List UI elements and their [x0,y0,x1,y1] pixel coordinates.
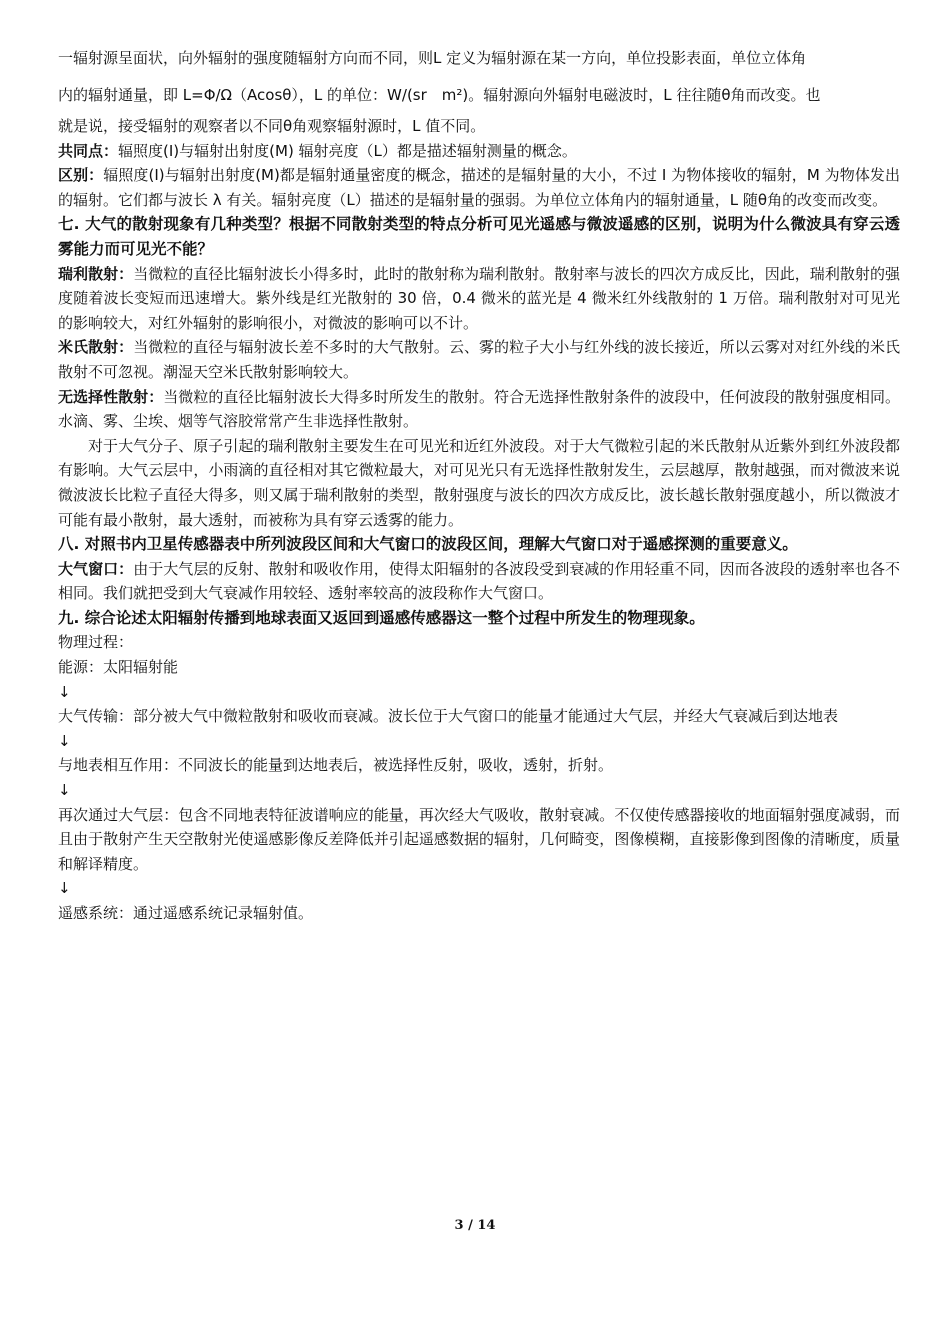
mie-label: 米氏散射： [58,338,134,357]
process-label: 物理过程： [58,633,134,652]
rayleigh-paragraph [58,262,900,336]
document-page [58,40,900,926]
atmospheric-window-text: 由于大气层的反射、散射和吸收作用，使得太阳辐射的各波段受到衰减的作用轻重不同，因而各波段的透射率也各不相同。我们就把受到大气衰减作用较轻、透射率较高的波段称作大气窗口。 [58,559,900,603]
intro-line-3: 就是说，接受辐射的观察者以不同θ角观察辐射源时，L 值不同。 [58,117,486,135]
down-arrow-icon: ↓ [58,879,71,898]
page-number: 3 / 14 [454,1218,496,1233]
question-9-heading: 九. 综合论述太阳辐射传播到地球表面又返回到遥感传感器这一整个过程中所发生的物理现象。 [58,608,705,627]
nonselective-paragraph [58,385,900,434]
intro-line-1: 一辐射源呈面状，向外辐射的强度随辐射方向而不同，则L 定义为辐射源在某一方向，单位投影表面，单位立体角 [58,49,807,67]
down-arrow-icon: ↓ [58,731,71,750]
down-arrow-icon: ↓ [58,781,71,800]
mie-paragraph [58,335,900,384]
atmospheric-window-paragraph [58,557,900,606]
rayleigh-text: 当微粒的直径比辐射波长小得多时，此时的散射称为瑞利散射。散射率与波长的四次方成反比，因此，瑞利散射的强度随着波长变短而迅速增大。紫外线是红光散射的 30 倍，0.4 微米的蓝光是 4 微米红外线散射的 1 万倍。瑞利散射对可见光的影响较大，对红外辐射的影响很小，对微波的影响可以不计。 [58,264,900,332]
process-step: 与地表相互作用：不同波长的能量到达地表后，被选择性反射，吸收，透射，折射。 [58,756,614,775]
question-8-heading: 八. 对照书内卫星传感器表中所列波段区间和大气窗口的波段区间，理解大气窗口对于遥感探测的重要意义。 [58,535,798,554]
common-points-text: 辐照度(I)与辐射出射度(M) 辐射亮度（L）都是描述辐射测量的概念。 [118,141,577,160]
mie-text: 当微粒的直径与辐射波长差不多时的大气散射。云、雾的粒子大小与红外线的波长接近，所以云雾对对红外线的米氏散射不可忽视。潮湿天空米氏散射影响较大。 [58,338,900,381]
scattering-summary-paragraph: 对于大气分子、原子引起的瑞利散射主要发生在可见光和近红外波段。对于大气微粒引起的米氏散射从近紫外到红外波段都有影响。大气云层中，小雨滴的直径相对其它微粒最大，对可见光只有无选择性散射发生，云层越厚，散射越强，而对微波来说微波波长比粒子直径大得多，则又属于瑞利散射的类型，散射强度与波长的四次方成反比，波长越长散射强度越小，所以微波才可能有最小散射，最大透射，而被称为具有穿云透雾的能力。 [58,436,900,529]
process-step: 能源：太阳辐射能 [58,658,179,677]
common-points-label: 共同点： [58,141,119,160]
atmospheric-window-label: 大气窗口： [58,559,134,578]
difference-text: 辐照度(I)与辐射出射度(M)都是辐射通量密度的概念，描述的是辐射量的大小，不过 I 为物体接收的辐射，M 为物体发出的辐射。它们都与波长 λ 有关。辐射亮度（L）描述的是辐射量的强弱。为单位立体角内的辐射通量，L 随θ角的改变而改变。 [58,166,900,209]
intro-line-2: 内的辐射通量，即 L=Φ/Ω（Acosθ），L 的单位：W/(sr m²)。辐射源向外辐射电磁波时，L 往往随θ角而改变。也 [58,86,821,104]
common-points-paragraph [58,139,900,164]
difference-paragraph [58,163,900,212]
difference-label: 区别： [58,166,104,185]
nonselective-label: 无选择性散射： [58,387,164,406]
nonselective-text: 当微粒的直径比辐射波长大得多时所发生的散射。符合无选择性散射条件的波段中，任何波段的散射强度相同。水滴、雾、尘埃、烟等气溶胶常常产生非选择性散射。 [58,387,900,431]
process-step: 大气传输：部分被大气中微粒散射和吸收而衰减。波长位于大气窗口的能量才能通过大气层，并经大气衰减后到达地表 [58,707,839,726]
process-step: 遥感系统：通过遥感系统记录辐射值。 [58,904,314,922]
down-arrow-icon: ↓ [58,682,71,701]
process-step: 再次通过大气层：包含不同地表特征波谱响应的能量，再次经大气吸收，散射衰减。不仅使传感器接收的地面辐射强度减弱，而且由于散射产生天空散射光使遥感影像反差降低并引起遥感数据的辐射，几何畸变，图像模糊，直接影像到图像的清晰度，质量和解译精度。 [58,805,900,873]
rayleigh-label: 瑞利散射： [58,264,134,283]
question-7-heading: 七. 大气的散射现象有几种类型？根据不同散射类型的特点分析可见光遥感与微波遥感的区别，说明为什么微波具有穿云透雾能力而可见光不能？ [58,215,900,258]
